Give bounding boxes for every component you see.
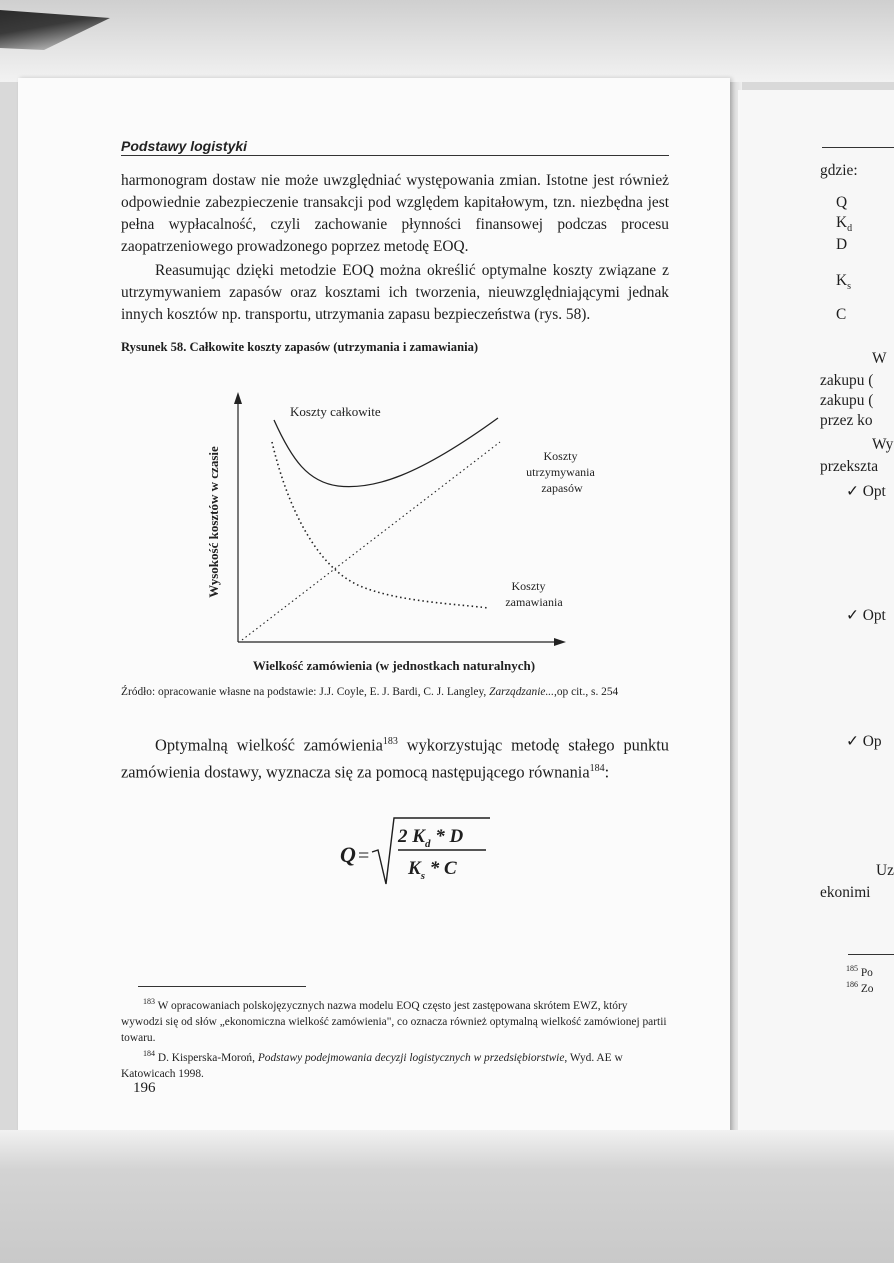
right-var-ks-sub: s xyxy=(847,281,852,293)
footnote-text: W opracowaniach polskojęzycznych nazwa modelu EOQ często jest zastępowana skrótem EWZ, który wywodzi się od słów „ekonomiczna wielkość zamówienia", co oznacza również optymalną wielkość zamówionej partii towaru. xyxy=(121,999,667,1044)
formula-den-a: K xyxy=(408,858,421,879)
holding-cost-label xyxy=(526,449,598,495)
footnote-text: , Wyd. AE w Katowicach 1998. xyxy=(121,1051,623,1080)
paragraph-2: Reasumując dzięki metodzie EOQ można określić optymalne koszty związane z utrzymywaniem zapasów oraz kosztami ich tworzenia, nieuwzględniającymi jednak innych kosztów np. transportu, utrzymania zapasu bezpieczeństwa (rys. 58). xyxy=(121,262,669,323)
right-check-3: ✓ Op xyxy=(846,733,882,750)
paragraph-3 xyxy=(121,730,669,785)
scanner-bottom-edge xyxy=(0,1130,894,1263)
formula-num-sub: d xyxy=(424,838,431,850)
right-var-ks-letter: K xyxy=(836,272,848,289)
footnote-text: Po xyxy=(858,966,873,979)
right-header-rule xyxy=(822,147,894,148)
formula-den-sub: s xyxy=(420,870,425,882)
ordering-cost-label-line: zamawiania xyxy=(505,595,563,609)
footnote-number: 185 xyxy=(846,964,858,973)
paragraph-3-part: : xyxy=(604,762,610,782)
footnotes xyxy=(121,994,669,1082)
footnote-ref-184[interactable]: 184 xyxy=(589,763,605,775)
formula-den-b: * C xyxy=(424,858,457,879)
ordering-cost-label xyxy=(505,579,563,609)
paragraph-3-part: Optymalną wielkość zamówienia xyxy=(155,735,383,755)
footnote-title: Podstawy podejmowania decyzji logistycznych w przedsiębiorstwie xyxy=(257,1051,565,1064)
right-line-uz: Uz xyxy=(876,862,894,879)
header-rule xyxy=(121,155,669,156)
right-footnote-rule xyxy=(848,954,894,955)
ordering-cost-curve xyxy=(272,442,488,608)
scanner-top-edge xyxy=(0,0,894,82)
right-line-w: W xyxy=(872,350,887,367)
source-prefix: Źródło: opracowanie własne na podstawie: J.J. Coyle, E. J. Bardi, C. J. Langley, xyxy=(121,686,490,698)
right-check-2: ✓ Opt xyxy=(846,607,886,624)
right-line-zakupu-2: zakupu ( xyxy=(820,392,874,409)
footnote-text: Zo xyxy=(858,982,874,995)
x-axis-label: Wielkość zamówienia (w jednostkach naturalnych) xyxy=(252,658,536,673)
footnote-rule xyxy=(138,986,306,987)
right-var-ks xyxy=(836,272,851,292)
right-line-wy: Wy xyxy=(872,436,894,453)
footnote-text: D. Kisperska-Moroń, xyxy=(155,1051,258,1064)
total-cost-label: Koszty całkowite xyxy=(290,404,381,419)
right-footnote-185 xyxy=(846,964,873,979)
footnote-184 xyxy=(121,1046,669,1082)
eoq-cost-figure xyxy=(188,390,608,680)
paragraph-1: harmonogram dostaw nie może uwzględniać występowania zmian. Istotne jest również odpowiednie zabezpieczenie transakcji pod względem kapitałowym, tzn. niezbędna jest pełna wypłacalność, czyli zachowanie płynności finansowej podczas procesu zaopatrzeniowego prowadzonego poprzez metodę EOQ. xyxy=(121,172,669,255)
figure-caption: Rysunek 58. Całkowite koszty zapasów (utrzymania i zamawiania) xyxy=(121,340,479,354)
right-var-kd-sub: d xyxy=(847,223,853,235)
holding-cost-label-line: zapasów xyxy=(541,481,583,495)
footnote-number: 183 xyxy=(143,997,155,1006)
footnote-number: 186 xyxy=(846,980,858,989)
formula-denominator xyxy=(407,858,457,882)
formula-num-b: * D xyxy=(430,826,464,847)
footnote-number: 184 xyxy=(143,1048,155,1058)
right-var-q: Q xyxy=(836,194,848,211)
left-page xyxy=(18,78,730,1134)
holding-cost-label-line: utrzymywania xyxy=(526,465,595,479)
footnote-183 xyxy=(121,994,669,1046)
right-var-kd-letter: K xyxy=(836,214,848,231)
holding-cost-line xyxy=(242,442,500,640)
source-title: Zarządzanie... xyxy=(489,686,554,698)
holding-cost-label-line: Koszty xyxy=(543,449,578,463)
paragraph-3-part: wykorzystując metodę stałego punktu zamówienia dostawy, wyznacza się za pomocą następującego równania xyxy=(121,735,669,782)
right-line-zakupu-1: zakupu ( xyxy=(820,372,874,389)
right-gdzie: gdzie: xyxy=(820,162,858,179)
right-page xyxy=(738,90,894,1134)
right-line-przez: przez ko xyxy=(820,412,873,429)
footnote-ref-183[interactable]: 183 xyxy=(382,736,398,747)
right-var-kd xyxy=(836,214,852,234)
ordering-cost-label-line: Koszty xyxy=(511,579,546,593)
right-line-ekonimi: ekonimi xyxy=(820,884,871,901)
right-check-1: ✓ Opt xyxy=(846,483,886,500)
y-axis-label: Wysokość kosztów w czasie xyxy=(206,446,221,598)
formula-equals: = xyxy=(358,845,370,867)
formula-num-a: 2 K xyxy=(398,826,425,847)
page-number: 196 xyxy=(133,1080,156,1096)
formula-numerator xyxy=(397,826,463,850)
right-var-d: D xyxy=(836,236,848,253)
eoq-formula xyxy=(336,808,496,898)
right-footnote-186 xyxy=(846,980,874,995)
right-var-c: C xyxy=(836,306,847,323)
running-head: Podstawy logistyki xyxy=(121,138,248,154)
right-line-przekszt: przekszta xyxy=(820,458,879,475)
source-suffix: ,op cit., s. 254 xyxy=(554,686,619,698)
total-cost-curve xyxy=(274,418,498,487)
formula-lhs: Q xyxy=(340,842,356,867)
figure-source xyxy=(121,686,681,698)
